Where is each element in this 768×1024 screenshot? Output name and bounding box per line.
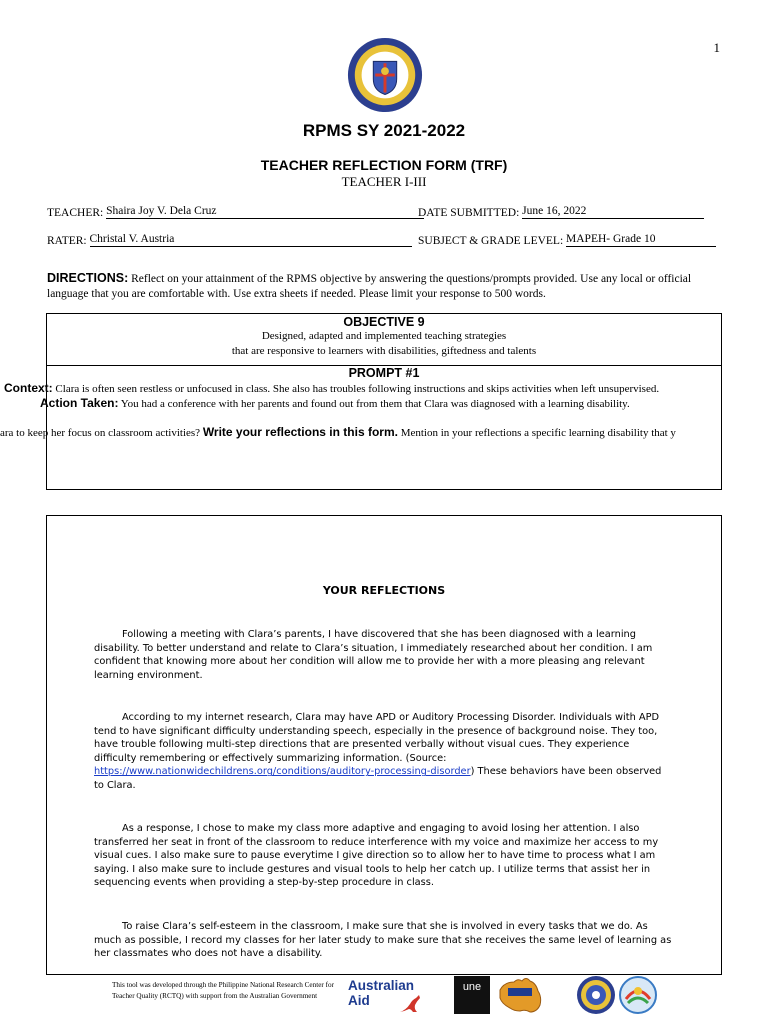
rater-label: RATER: <box>47 235 87 247</box>
directions-text: Reflect on your attainment of the RPMS objective by answering the questions/prompts provided. Use any local or official language that you are comfortable with. Use extra sheets if needed. Please limit your response to 500 words. <box>47 273 692 300</box>
date-submitted-label: DATE SUBMITTED: <box>418 207 520 219</box>
directions-label: DIRECTIONS: <box>47 271 129 285</box>
prompt-heading: PROMPT #1 <box>348 366 420 380</box>
rater-field <box>47 233 412 247</box>
objective-line-2: that are responsive to learners with disabilities, giftedness and talents <box>231 345 537 357</box>
action-label: Action Taken: <box>40 396 119 410</box>
prompt-question <box>0 425 768 439</box>
teacher-value: Shaira Joy V. Dela Cruz <box>106 205 424 219</box>
context-label: Context: <box>4 381 53 395</box>
question-text-end: Mention in your reflections a specific learning disability that y <box>400 427 676 439</box>
australian-aid-line-2: Aid <box>348 993 370 1008</box>
paragraph-2-text: According to my internet research, Clara may have APD or Auditory Processing Disorder. Individuals with APD tend to have significant difficulty understanding speech, especially in the presence of background noise. They too, have trouble following multi-step directions that are presented verbally without visual cues. They experience difficulty remembering or effectively summarizing information. (Source: <box>94 712 660 764</box>
subject-grade-value: MAPEH- Grade 10 <box>566 233 716 247</box>
une-logo: une <box>454 976 490 1014</box>
reflection-paragraph-2 <box>94 711 674 793</box>
australia-map-icon <box>494 976 546 1016</box>
rater-value: Christal V. Austria <box>90 233 412 247</box>
reflections-title: YOUR REFLECTIONS <box>322 584 446 597</box>
context-text: Clara is often seen restless or unfocused in class. She also has troubles following instructions and skips activities when left unsupervised. <box>55 383 660 395</box>
reflection-paragraph-3: As a response, I chose to make my class more adaptive and engaging to avoid losing her attention. I also transferred her seat in front of the classroom to reduce interference with my voice and maximize her access to my visual cues. I also make sure to pause everytime I give direction so to allow her to have time to process what I am saying. I also make sure to include gestures and visual tools to help her catch up. I utilize terms that assist her in sequencing events when providing a step-by-step procedure in class. <box>94 823 659 889</box>
teacher-field <box>47 205 424 219</box>
paragraph-2-text-end: ) These behaviors have been observed to Clara. <box>94 766 662 791</box>
question-text-start: ara to keep her focus on classroom activities? <box>0 427 201 439</box>
directions <box>47 271 723 302</box>
page-title: RPMS SY 2021-2022 <box>302 121 466 140</box>
page-number: 1 <box>713 40 720 55</box>
objective-line-1: Designed, adapted and implemented teaching strategies <box>261 330 507 342</box>
form-title: TEACHER REFLECTION FORM (TRF) <box>260 157 508 173</box>
agency-logo-icon <box>618 975 658 1015</box>
action-text: You had a conference with her parents and found out from them that Clara was diagnosed with a learning disability. <box>120 398 630 410</box>
teacher-label: TEACHER: <box>47 207 104 219</box>
reflection-paragraph-4: To raise Clara’s self-esteem in the classroom, I make sure that she is involved in every tasks that we do. As much as possible, I record my classes for her later study to make sure that she receives the same level of learning as her classmates who does not have a disability. <box>94 921 672 960</box>
footer-note: This tool was developed through the Philippine National Research Center for Teacher Quality (RCTQ) with support from the Australian Government <box>112 981 334 1000</box>
reflection-paragraph-1: Following a meeting with Clara’s parents, I have discovered that she has been diagnosed with a learning disability. To better understand and relate to Clara’s situation, I immediately researched about her condition. I am confident that knowing more about her condition will allow me to provide her with a more pleasing ang relevant learning environment. <box>94 629 653 681</box>
deped-seal-icon <box>346 36 424 114</box>
prompt-context <box>4 381 768 395</box>
subject-grade-field <box>418 233 716 247</box>
question-emphasis: Write your reflections in this form. <box>202 425 398 439</box>
subject-grade-label: SUBJECT & GRADE LEVEL: <box>418 235 564 247</box>
objective-heading: OBJECTIVE 9 <box>343 315 425 329</box>
australian-aid-line-1: Australian <box>348 978 415 993</box>
date-submitted-field <box>418 205 704 219</box>
date-submitted-value: June 16, 2022 <box>522 205 704 219</box>
kangaroo-icon <box>396 994 424 1014</box>
teacher-level: TEACHER I-III <box>341 174 427 189</box>
deped-seal-small-icon <box>576 975 616 1015</box>
source-link[interactable]: https://www.nationwidechildrens.org/conditions/auditory-processing-disorder <box>94 766 471 778</box>
prompt-action <box>40 396 768 410</box>
